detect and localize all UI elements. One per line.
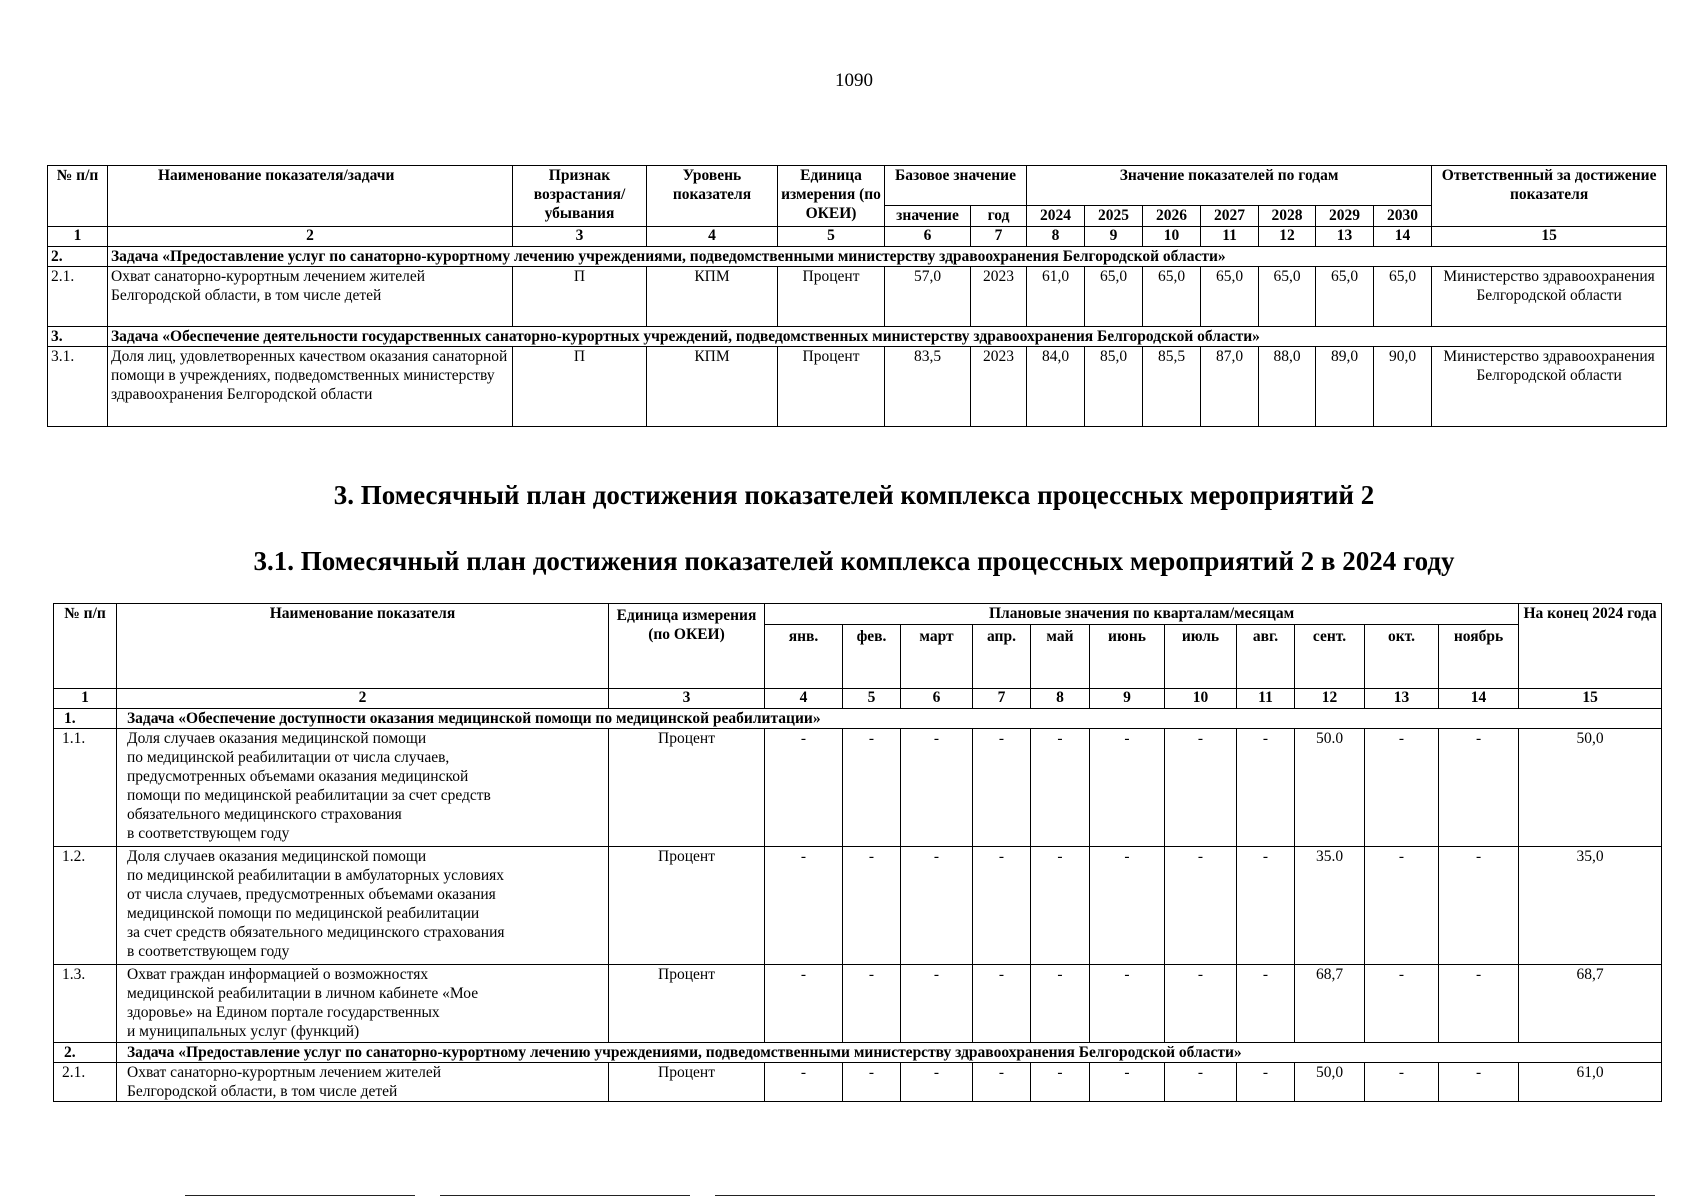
- header-year: 2026: [1143, 206, 1201, 227]
- column-number: 13: [1316, 227, 1374, 247]
- month-value-cell: -: [843, 729, 901, 847]
- year-value-cell: 87,0: [1201, 347, 1259, 427]
- month-value-cell: -: [843, 965, 901, 1043]
- header-base-year: год: [971, 206, 1027, 227]
- column-number: 9: [1085, 227, 1143, 247]
- month-value-cell: 35.0: [1295, 847, 1365, 965]
- year-value-cell: 65,0: [1316, 267, 1374, 327]
- month-value-cell: -: [1090, 1063, 1165, 1102]
- year-value-cell: 65,0: [1374, 267, 1432, 327]
- task-row: [48, 327, 1667, 347]
- end-of-year-cell: 61,0: [1519, 1063, 1662, 1102]
- month-value-cell: -: [1439, 1063, 1519, 1102]
- month-value-cell: -: [901, 1063, 973, 1102]
- month-value-cell: -: [765, 965, 843, 1043]
- footer-rule: [440, 1195, 690, 1196]
- task-number: 2.: [48, 247, 108, 267]
- year-value-cell: 65,0: [1259, 267, 1316, 327]
- page-number: 1090: [835, 70, 873, 91]
- year-value-cell: 85,0: [1085, 347, 1143, 427]
- sign-cell: П: [513, 267, 647, 327]
- unit-cell: Процент: [778, 267, 885, 327]
- month-value-cell: -: [1237, 847, 1295, 965]
- column-number: 8: [1027, 227, 1085, 247]
- task-row: [54, 1043, 1662, 1063]
- task-row: [54, 709, 1662, 729]
- responsible-cell: Министерство здравоохранения Белгородской области: [1432, 267, 1667, 327]
- base-year-cell: 2023: [971, 347, 1027, 427]
- month-value-cell: -: [901, 965, 973, 1043]
- header-month: июнь: [1090, 625, 1165, 689]
- row-number: 2.1.: [48, 267, 108, 327]
- table-row: [54, 965, 1662, 1043]
- month-value-cell: -: [1090, 965, 1165, 1043]
- header-month: май: [1031, 625, 1090, 689]
- column-number: 6: [885, 227, 971, 247]
- column-number: 2: [117, 689, 609, 709]
- level-cell: КПМ: [647, 267, 778, 327]
- unit-cell: Процент: [609, 1063, 765, 1102]
- year-value-cell: 85,5: [1143, 347, 1201, 427]
- base-year-cell: 2023: [971, 267, 1027, 327]
- header-month: фев.: [843, 625, 901, 689]
- header-num: № п/п: [48, 166, 108, 227]
- header-responsible: Ответственный за достижение показателя: [1432, 166, 1667, 227]
- column-number: 11: [1237, 689, 1295, 709]
- column-number: 12: [1295, 689, 1365, 709]
- year-value-cell: 84,0: [1027, 347, 1085, 427]
- month-value-cell: -: [1031, 847, 1090, 965]
- column-number: 5: [843, 689, 901, 709]
- column-number: 4: [647, 227, 778, 247]
- year-value-cell: 61,0: [1027, 267, 1085, 327]
- month-value-cell: -: [1439, 965, 1519, 1043]
- indicators-table: [47, 165, 1667, 427]
- monthly-plan-table: [53, 603, 1662, 1102]
- table-row: [54, 847, 1662, 965]
- header-end-of-year: На конец 2024 года: [1519, 604, 1662, 689]
- task-title: Задача «Обеспечение доступности оказания медицинской помощи по медицинской реабилитации»: [117, 709, 1662, 729]
- column-number: 10: [1165, 689, 1237, 709]
- header-month: март: [901, 625, 973, 689]
- row-number: 1.1.: [54, 729, 117, 847]
- row-number: 1.2.: [54, 847, 117, 965]
- month-value-cell: -: [1365, 1063, 1439, 1102]
- column-number: 13: [1365, 689, 1439, 709]
- month-value-cell: -: [1090, 847, 1165, 965]
- column-number: 14: [1439, 689, 1519, 709]
- month-value-cell: -: [1237, 729, 1295, 847]
- month-value-cell: 68,7: [1295, 965, 1365, 1043]
- month-value-cell: -: [1439, 729, 1519, 847]
- year-value-cell: 65,0: [1143, 267, 1201, 327]
- month-value-cell: -: [1237, 1063, 1295, 1102]
- header-name: Наименование показателя: [117, 604, 609, 689]
- indicator-name: Охват санаторно-курортным лечением жителей Белгородской области, в том числе детей: [117, 1063, 609, 1102]
- month-value-cell: -: [765, 1063, 843, 1102]
- month-value-cell: -: [973, 847, 1031, 965]
- task-title: Задача «Предоставление услуг по санаторно-курортному лечению учреждениями, подведомственными министерству здравоохранения Белгородской области»: [117, 1043, 1662, 1063]
- subsection-title: 3.1. Помесячный план достижения показателей комплекса процессных мероприятий 2 в 2024 году: [253, 546, 1455, 576]
- year-value-cell: 65,0: [1201, 267, 1259, 327]
- month-value-cell: 50.0: [1295, 729, 1365, 847]
- month-value-cell: -: [973, 1063, 1031, 1102]
- column-number: 9: [1090, 689, 1165, 709]
- column-number: 3: [609, 689, 765, 709]
- month-value-cell: -: [901, 729, 973, 847]
- month-value-cell: -: [1031, 1063, 1090, 1102]
- header-year: 2027: [1201, 206, 1259, 227]
- month-value-cell: -: [1237, 965, 1295, 1043]
- table-row: [54, 1063, 1662, 1102]
- month-value-cell: -: [1165, 729, 1237, 847]
- month-value-cell: -: [1439, 847, 1519, 965]
- responsible-cell: Министерство здравоохранения Белгородской области: [1432, 347, 1667, 427]
- header-month: ноябрь: [1439, 625, 1519, 689]
- unit-cell: Процент: [609, 847, 765, 965]
- header-unit: Единица измерения (по ОКЕИ): [778, 166, 885, 227]
- table-row: [48, 347, 1667, 427]
- month-value-cell: -: [843, 847, 901, 965]
- month-value-cell: -: [1165, 1063, 1237, 1102]
- footer-rule: [185, 1195, 415, 1196]
- column-number: 15: [1432, 227, 1667, 247]
- task-number: 3.: [48, 327, 108, 347]
- indicator-name: Охват санаторно-курортным лечением жителей Белгородской области, в том числе детей: [108, 267, 513, 327]
- table-row: [48, 267, 1667, 327]
- column-number: 1: [48, 227, 108, 247]
- row-number: 1.3.: [54, 965, 117, 1043]
- indicator-name: Доля случаев оказания медицинской помощи по медицинской реабилитации от числа случаев, предусмотренных объемами оказания медицинской помощи по медицинской реабилитации за счет средств обязательного медицинского страхования в соответствующем году: [117, 729, 609, 847]
- unit-cell: Процент: [609, 729, 765, 847]
- header-num: № п/п: [54, 604, 117, 689]
- header-unit: Единица измерения (по ОКЕИ): [609, 604, 765, 689]
- year-value-cell: 88,0: [1259, 347, 1316, 427]
- indicator-name: Доля случаев оказания медицинской помощи по медицинской реабилитации в амбулаторных условиях от числа случаев, предусмотренных объемами оказания медицинской помощи по медицинской реабилитации за счет средств обязательного медицинского страхования в соответствующем году: [117, 847, 609, 965]
- column-number: 12: [1259, 227, 1316, 247]
- column-number: 8: [1031, 689, 1090, 709]
- column-number: 4: [765, 689, 843, 709]
- header-years-group: Значение показателей по годам: [1027, 166, 1432, 206]
- month-value-cell: -: [901, 847, 973, 965]
- column-number: 14: [1374, 227, 1432, 247]
- base-value-cell: 57,0: [885, 267, 971, 327]
- header-plan-group: Плановые значения по кварталам/месяцам: [765, 604, 1519, 625]
- month-value-cell: 50,0: [1295, 1063, 1365, 1102]
- footer-rule: [715, 1195, 1655, 1196]
- header-year: 2029: [1316, 206, 1374, 227]
- task-row: [48, 247, 1667, 267]
- header-level: Уровень показателя: [647, 166, 778, 227]
- end-of-year-cell: 68,7: [1519, 965, 1662, 1043]
- column-number: 6: [901, 689, 973, 709]
- indicator-name: Доля лиц, удовлетворенных качеством оказания санаторной помощи в учреждениях, подведомственных министерству здравоохранения Белгородской области: [108, 347, 513, 427]
- header-month: сент.: [1295, 625, 1365, 689]
- column-number: 7: [973, 689, 1031, 709]
- indicator-name: Охват граждан информацией о возможностях медицинской реабилитации в личном кабинете «Мое здоровье» на Едином портале государственных и муниципальных услуг (функций): [117, 965, 609, 1043]
- column-number: 10: [1143, 227, 1201, 247]
- header-year: 2028: [1259, 206, 1316, 227]
- year-value-cell: 90,0: [1374, 347, 1432, 427]
- header-month: янв.: [765, 625, 843, 689]
- column-number: 3: [513, 227, 647, 247]
- year-value-cell: 65,0: [1085, 267, 1143, 327]
- header-month: апр.: [973, 625, 1031, 689]
- month-value-cell: -: [1031, 729, 1090, 847]
- month-value-cell: -: [973, 965, 1031, 1043]
- task-number: 1.: [54, 709, 117, 729]
- header-sign: Признак возрастания/ убывания: [513, 166, 647, 227]
- column-number: 5: [778, 227, 885, 247]
- column-number: 11: [1201, 227, 1259, 247]
- month-value-cell: -: [1165, 965, 1237, 1043]
- unit-cell: Процент: [609, 965, 765, 1043]
- base-value-cell: 83,5: [885, 347, 971, 427]
- column-number: 2: [108, 227, 513, 247]
- table-row: [54, 729, 1662, 847]
- year-value-cell: 89,0: [1316, 347, 1374, 427]
- header-base: Базовое значение: [885, 166, 1027, 206]
- month-value-cell: -: [1365, 965, 1439, 1043]
- header-year: 2024: [1027, 206, 1085, 227]
- header-month: июль: [1165, 625, 1237, 689]
- month-value-cell: -: [843, 1063, 901, 1102]
- header-month: окт.: [1365, 625, 1439, 689]
- task-number: 2.: [54, 1043, 117, 1063]
- header-base-value: значение: [885, 206, 971, 227]
- header-month: авг.: [1237, 625, 1295, 689]
- column-number: 7: [971, 227, 1027, 247]
- header-year: 2025: [1085, 206, 1143, 227]
- end-of-year-cell: 35,0: [1519, 847, 1662, 965]
- task-title: Задача «Предоставление услуг по санаторно-курортному лечению учреждениями, подведомственными министерству здравоохранения Белгородской области»: [108, 247, 1667, 267]
- end-of-year-cell: 50,0: [1519, 729, 1662, 847]
- task-title: Задача «Обеспечение деятельности государственных санаторно-курортных учреждений, подведомственных министерству здравоохранения Белгородской области»: [108, 327, 1667, 347]
- header-name: Наименование показателя/задачи: [108, 166, 513, 227]
- row-number: 3.1.: [48, 347, 108, 427]
- row-number: 2.1.: [54, 1063, 117, 1102]
- month-value-cell: -: [1365, 847, 1439, 965]
- level-cell: КПМ: [647, 347, 778, 427]
- month-value-cell: -: [765, 847, 843, 965]
- month-value-cell: -: [1031, 965, 1090, 1043]
- month-value-cell: -: [765, 729, 843, 847]
- column-number: 1: [54, 689, 117, 709]
- unit-cell: Процент: [778, 347, 885, 427]
- column-number: 15: [1519, 689, 1662, 709]
- month-value-cell: -: [1365, 729, 1439, 847]
- sign-cell: П: [513, 347, 647, 427]
- month-value-cell: -: [1090, 729, 1165, 847]
- month-value-cell: -: [1165, 847, 1237, 965]
- section-title: 3. Помесячный план достижения показателей комплекса процессных мероприятий 2: [333, 480, 1375, 510]
- month-value-cell: -: [973, 729, 1031, 847]
- header-year: 2030: [1374, 206, 1432, 227]
